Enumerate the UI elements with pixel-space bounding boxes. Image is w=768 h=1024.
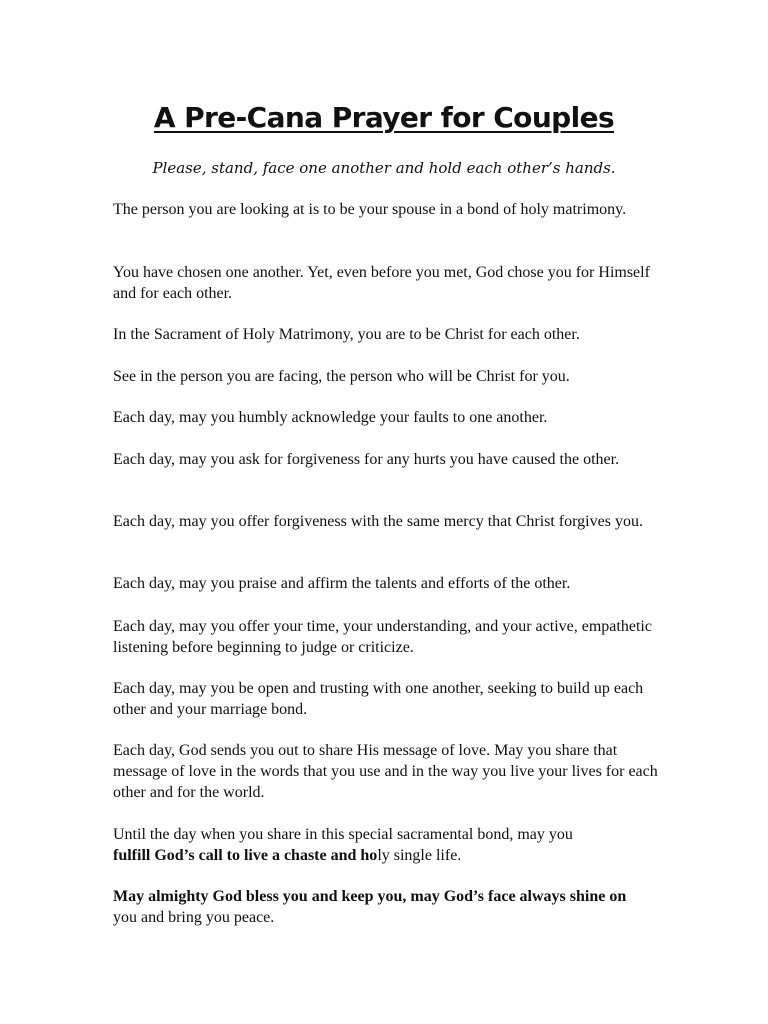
paragraph: Each day, may you offer your time, your understanding, and your active, empathetic listening before beginning to judge or criticize. bbox=[113, 618, 652, 656]
paragraph: Each day, may you humbly acknowledge your faults to one another. bbox=[113, 409, 548, 426]
closing-bold-text: fulfill God’s call to live a chaste and ho bbox=[113, 847, 378, 864]
paragraph: Each day, God sends you out to share His message of love. May you share that message of love in the words that you use and in the way you live your lives for each other and for the world. bbox=[113, 742, 658, 801]
blessing-bold-text: May almighty God bless you and keep you, may God’s face always shine on bbox=[113, 888, 627, 905]
paragraph: In the Sacrament of Holy Matrimony, you are to be Christ for each other. bbox=[113, 326, 580, 343]
paragraph: Each day, may you offer forgiveness with the same mercy that Christ forgives you. bbox=[113, 513, 643, 530]
blessing-paragraph bbox=[113, 886, 673, 928]
paragraph: The person you are looking at is to be your spouse in a bond of holy matrimony. bbox=[113, 201, 627, 218]
paragraph: You have chosen one another. Yet, even before you met, God chose you for Himself and for each other. bbox=[113, 264, 650, 302]
paragraph: See in the person you are facing, the person who will be Christ for you. bbox=[113, 368, 570, 385]
closing-line: Until the day when you share in this special sacramental bond, may you bbox=[113, 826, 573, 843]
paragraph: Each day, may you be open and trusting with one another, seeking to build up each other and your marriage bond. bbox=[113, 680, 644, 718]
closing-line-end: ly single life. bbox=[377, 847, 462, 864]
document-subtitle: Please, stand, face one another and hold each other’s hands. bbox=[152, 159, 616, 177]
closing-paragraph bbox=[113, 824, 673, 866]
document-title: A Pre-Cana Prayer for Couples bbox=[153, 101, 615, 134]
blessing-line: you and bring you peace. bbox=[113, 909, 275, 926]
paragraph: Each day, may you ask for forgiveness for any hurts you have caused the other. bbox=[113, 451, 620, 468]
paragraph: Each day, may you praise and affirm the talents and efforts of the other. bbox=[113, 575, 571, 592]
